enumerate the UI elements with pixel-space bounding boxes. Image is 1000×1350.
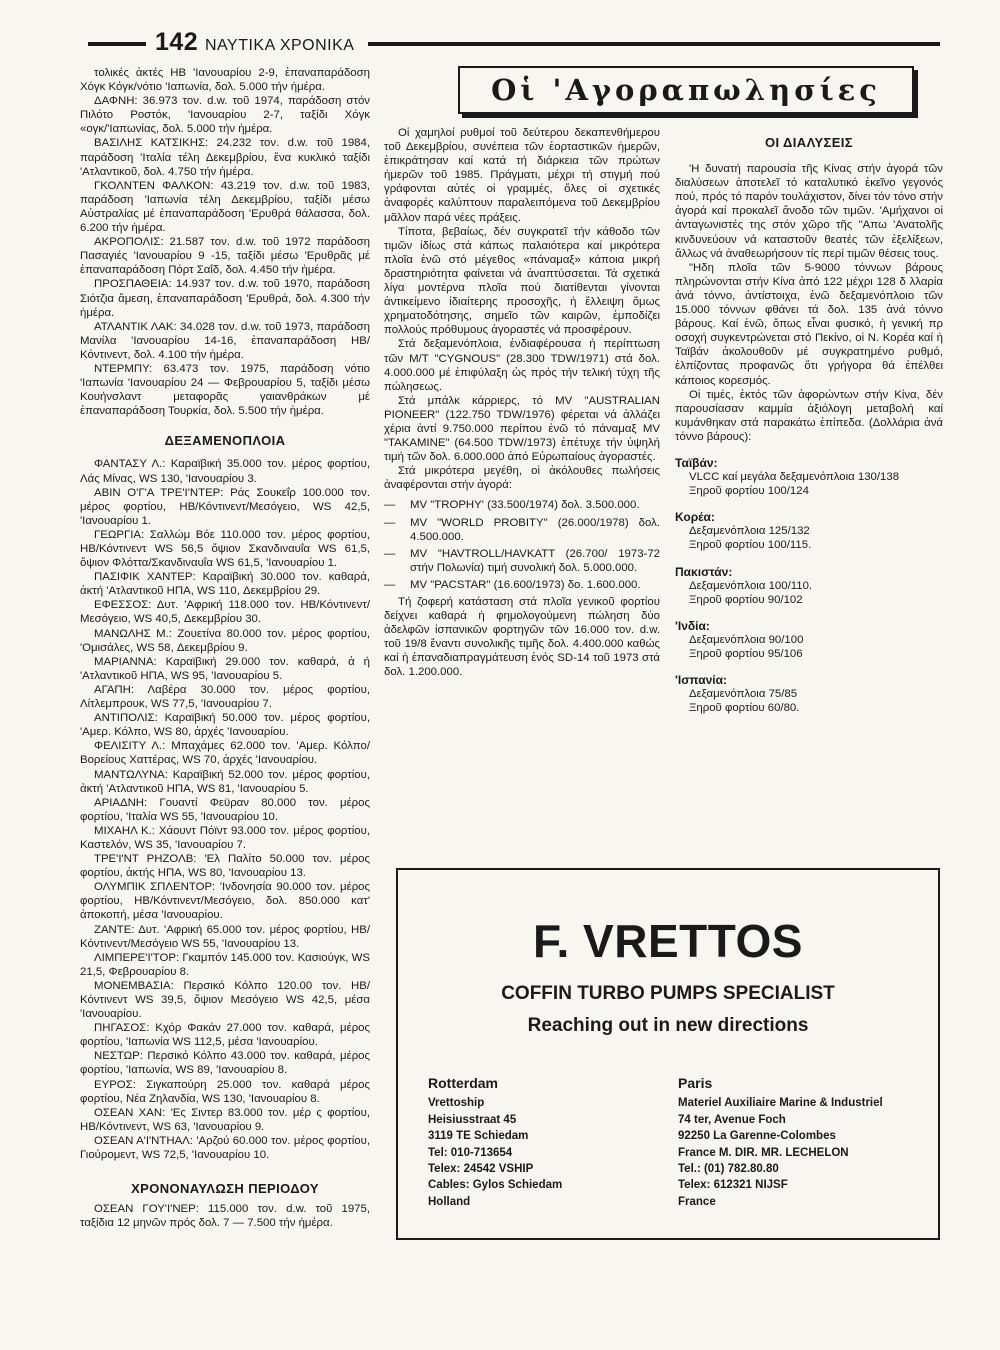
period-charter-list — [80, 1202, 370, 1230]
tanker-entry: ΜΑΝΤΩΛΥΝΑ: Καραϊβική 52.000 τον. μέρος φορτίου, ἀκτή 'Ατλαντικοῦ ΗΠΑ, WS 81, 'Ιανουαρίου 5. — [80, 768, 370, 795]
price-line: Ξηροῦ φορτίου 90/102 — [689, 593, 803, 606]
sale-item — [384, 498, 660, 512]
header-rule-right — [368, 42, 940, 46]
tanker-entry: ΠΑΣΙΦΙΚ ΧΑΝΤΕΡ: Καραϊβική 30.000 τον. καθαρά, ἀκτή 'Ατλαντικοῦ ΗΠΑ, WS 110, Δεκεμβρίου 29. — [80, 571, 370, 598]
country-price-group — [675, 673, 943, 715]
tanker-entry: ΟΛΥΜΠΙΚ ΣΠΛΕΝΤΟΡ: 'Ινδονησία 90.000 τον. μέρος φορτίου, ΗΒ/Κόντινεντ/Μεσόγειο, δολ. 850.000 κατ' ἀποκοπή, μέσα 'Ιανουαρίου. — [80, 881, 370, 922]
tanker-entry: ΜΟΝΕΜΒΑΣΙΑ: Περσικό Κόλπο 120.00 τον. ΗΒ/Κόντινεντ WS 39,5, ὄψιον Μεσόγειο WS 42,5, μέσα 'Ιανουαρίου. — [80, 979, 370, 1021]
office-address-line: Vrettoship — [428, 1097, 485, 1110]
sales-article-body — [384, 126, 660, 492]
charter-entry: ΔΑΦΝΗ: 36.973 τον. d.w. τοῦ 1974, παράδοση στόν Πιλότο Ροστόκ, 'Ιανουαρίου 2-7, ταξίδι Χόγκ «ογκ/'Ιαπωνίας, δολ. 5.000 τήν ἡμέρα. — [80, 95, 370, 136]
country-name: Κορέα: — [675, 510, 715, 525]
office-address-line: Tel: 010-713654 — [428, 1146, 513, 1159]
page-number: 142 — [155, 28, 199, 56]
scrapping-article-body — [675, 162, 943, 444]
office-rotterdam — [428, 1075, 562, 1210]
scrapping-heading: ΟΙ ΔΙΑΛΥΣΕΙΣ — [764, 135, 854, 150]
price-line: Ξηροῦ φορτίου 100/115. — [689, 539, 812, 552]
sale-text: MV "HAVTROLL/HAVKATT (26.700/ 1973-72 στήν Πολωνία) τιμή συνολική δολ. 5.000.000. — [410, 547, 660, 574]
tanker-entry: ΑΡΙΑΔΝΗ: Γουαντί Φεϋραν 80.000 τον. μέρος φορτίου, 'Ιταλία WS 55, 'Ιανουαρίου 10. — [80, 796, 370, 823]
country-name: 'Ισπανία: — [675, 673, 728, 688]
sale-text: MV "PACSTAR" (16.600/1973) δο. 1.600.000. — [410, 578, 641, 591]
article-paragraph: Τίποτα, βεβαίως, δέν συγκρατεῖ τήν κάθοδο τῶν τιμῶν ἰδίως στά κάπως παλαιότερα καί μικρότερα πλοῖα ἐνῶ στό μέγεθος «πάναμαξ» κάποια μικρή δραστηριότητα φαίνεται νά ἀναπτύσσεται. Τά σχετικά λίγα μοντέρνα πλοῖα πού διατίθενται γίνονται ἀντικείμενο ἰδιαίτερης προσοχῆς, ἡ ἔλλειψη ὅμως χρηματοδότησης, σημεῖο τῶν καιρῶν, ἐμποδίζει πολλούς πρόθυμους ἀγοραστές νά προσφέρουν. — [384, 225, 660, 337]
list-dash: — — [384, 499, 396, 512]
office-paris — [678, 1075, 883, 1210]
price-line: Ξηροῦ φορτίου 100/124 — [689, 485, 809, 498]
tanker-entry: ΛΙΜΠΕΡΕ'Ι'ΤΟΡ: Γκαμπόν 145.000 τον. Κασιούγκ, WS 21,5, Φεβρουαρίου 8. — [80, 951, 370, 978]
article-title: Οἱ 'Αγοραπωλησίες — [458, 66, 914, 114]
ad-company-name: F. VRETTOS — [533, 915, 803, 967]
tanker-entry: ΖΑΝΤΕ: Δυτ. 'Αφρική 65.000 τον. μέρος φορτίου, ΗΒ/Κόντινεντ/Μεσόγειο WS 55, 'Ιανουαρίου 13. — [80, 923, 370, 950]
tanker-entry: ΝΕΣΤΩΡ: Περσικό Κόλπο 43.000 τον. καθαρά, μέρος φορτίου, 'Ιαπωνία, WS 89, 'Ιανουαρίου 8. — [80, 1050, 370, 1077]
country-name: Ταϊβάν: — [675, 455, 718, 470]
sale-text: MV "WORLD PROBITY" (26.000/1978) δολ. 4.500.000. — [410, 516, 660, 543]
charter-entry: ΒΑΣΙΛΗΣ ΚΑΤΣΙΚΗΣ: 24.232 τον. d.w. τοῦ 1984, παράδοση 'Ιταλία τέλη Δεκεμβρίου, ἕνα κυκλικό ταξίδι 'Ατλαντικοῦ, δολ. 4.750 τήν ἡμέρα. — [80, 137, 370, 178]
country-price-group — [675, 456, 943, 498]
price-line: Δεξαμενόπλοια 75/85 — [689, 688, 798, 701]
price-line: Δεξαμενόπλοια 125/132 — [689, 525, 810, 538]
country-price-group — [675, 565, 943, 607]
column-middle — [384, 126, 660, 680]
article-paragraph: Στά μικρότερα μεγέθη, οἱ ἀκόλουθες πωλήσεις ἀναφέρονται στήν ἀγορά: — [384, 465, 660, 492]
column-left — [80, 66, 370, 1230]
office-address-line: 74 ter, Avenue Foch — [678, 1113, 786, 1126]
office-address-line: Heisiusstraat 45 — [428, 1113, 517, 1126]
price-line: Ξηροῦ φορτίου 95/106 — [689, 648, 803, 660]
sale-item — [384, 547, 660, 575]
charter-entry: ΑΤΛΑΝΤΙΚ ΛΑΚ: 34.028 τον. d.w. τοῦ 1973, παράδοση Μανίλα 'Ιανουαρίου 14-16, ἐπαναπαράδοση ΗΒ/Κόντινεντ, δολ. 4.100 τήν ἡμέρα. — [80, 320, 370, 361]
tanker-entry: ΜΙΧΑΗΛ Κ.: Χάουντ Πόϊντ 93.000 τον. μέρος φορτίου, Καστελόν, WS 35, 'Ιανουαρίου 7. — [80, 824, 370, 851]
price-line: Δεξαμενόπλοια 90/100 — [689, 633, 804, 646]
header-rule-left — [88, 42, 146, 46]
tanker-entry: ΤΡΕ'Ι'ΝΤ ΡΗΖΟΛΒ: 'Ελ Παλίτο 50.000 τον. μέρος φορτίου, ἀκτής ΗΠΑ, WS 80, 'Ιανουαρίου 13. — [80, 853, 370, 880]
charter-entry: τολικές ἀκτές ΗΒ 'Ιανουαρίου 2-9, ἐπαναπαράδοση Χόγκ Κόγκ/νότιο 'Ιαπωνία, δολ. 5.000 τήν ἡμέρα. — [80, 67, 370, 94]
office-address-line: Cables: Gylos Schiedam — [428, 1179, 563, 1192]
tanker-entry: ΦΕΛΙΣΙΤΥ Λ.: Μπαχάμες 62.000 τον. 'Αμερ. Κόλπο/Βορείους Χαττέρας, WS 70, ἀρχές 'Ιανουαρίου. — [80, 740, 370, 767]
tanker-entry: ΦΑΝΤΑΣΥ Λ.: Καραϊβική 35.000 τον. μέρος φορτίου, Λάς Μίνας, WS 130, 'Ιανουαρίου 3. — [80, 458, 370, 485]
article-paragraph: Τή ζοφερή κατάσταση στά πλοῖα γενικοῦ φορτίου δείχνει καθαρά ἡ φημολογούμενη πώληση δύο ἀδελφῶν ἰσπανικῶν φορτηγῶν τῶν 16.000 τον. d.w. τοῦ 19/8 ἔναντι συνολικῆς τιμῆς δολ. 4.400.000 καθώς καί ἡ ἐπαναδιαπραγμάτευση ἑνός SD-14 τοῦ 1973 στά δολ. 1.200.000. — [384, 596, 660, 679]
office-address-line: Materiel Auxiliaire Marine & Industriel — [678, 1097, 883, 1110]
price-line: Δεξαμενόπλοια 100/110. — [689, 579, 813, 592]
tankers-heading: ΔΕΞΑΜΕΝΟΠΛΟΙΑ — [164, 433, 286, 449]
tanker-entry: ΟΣΕΑΝ ΧΑΝ: 'Ες Σιντερ 83.000 τον. μέρ ς φορτίου, ΗΒ/Κόντινεντ, WS 63, 'Ιανουαρίου 9. — [80, 1106, 370, 1133]
office-address-line: Tel.: (01) 782.80.80 — [678, 1163, 779, 1176]
tankers-list — [80, 457, 370, 1162]
office-city: Paris — [678, 1075, 713, 1091]
office-address-line: Holland — [428, 1195, 471, 1208]
ad-tagline-2: Reaching out in new directions — [527, 1015, 809, 1036]
time-charter-list — [80, 66, 370, 418]
article-paragraph: Οἱ τιμές, ἐκτός τῶν ἀφορώντων στήν Κίνα, δέν παρουσίασαν καμμία ἀξιόλογη μεταβολή καί κυμάνθηκαν στά παρακάτω ἐπίπεδα. (Δολλάρια ἀνά τόννο βάρους): — [675, 388, 943, 443]
country-name: Πακιστάν: — [675, 564, 733, 579]
office-city: Rotterdam — [428, 1075, 499, 1091]
list-dash: — — [384, 516, 396, 529]
office-address-line: France — [678, 1195, 716, 1208]
ad-tagline-1: COFFIN TURBO PUMPS SPECIALIST — [501, 983, 835, 1004]
country-price-group — [675, 619, 943, 661]
tanker-entry: ΓΕΩΡΓΙΑ: Σαλλώμ Βόε 110.000 τον. μέρος φορτίου, ΗΒ/Κόντινεντ WS 56,5 ὄψιον Σκανδιναυΐα WS 61,5, ὄψιον Φλόττα/Σκανδιναυΐα WS 61,5, 'Ιανουαρίου 1. — [80, 528, 370, 570]
article-paragraph: "Ηδη πλοῖα τῶν 5-9000 τόννων βάρους πληρώνονται στήν Κίνα ἀπό 122 μέχρι 128 δ λλαρία ἀνά τόννο, ἀντίστοιχα, ἐνῶ δεξαμενόπλοιο τῶν 15.000 τόννων φθάνει τά δολ. 135 ἀνά τόννο βάρους. Καί ἐνῶ, ὅπως εἶναι φυσικό, ἡ γενική πρ οσοχή συγκεντρώνεται στό Πεκίνο, οἱ Ν. Κορέα καί ἡ Ταϊβάν ἀκολουθοῦν μέ συγκρατημένο ρυθμό, ἐλπίζοντας προφανῶς ὅτι γρήγορα θά ἐπέλθει κάποιος κορεσμός. — [675, 261, 943, 387]
office-address-line: 92250 La Garenne-Colombes — [678, 1130, 836, 1143]
tanker-entry: ΟΣΕΑΝ Α'Ι'ΝΤΗΑΛ: 'Αρζού 60.000 τον. μέρος φορτίου, Γιούρομεντ, WS 72,5, 'Ιανουαρίου 10. — [80, 1134, 370, 1162]
tanker-entry: ΕΦΕΣΣΟΣ: Δυτ. 'Αφρική 118.000 τον. ΗΒ/Κόντινεντ/Μεσόγειο, WS 40,5, Δεκεμβρίου 30. — [80, 599, 370, 626]
country-name: 'Ινδία: — [675, 618, 710, 633]
tanker-entry: ΜΑΡΙΑΝΝΑ: Καραϊβική 29.000 τον. καθαρά, ἀ ή 'Ατλαντικοῦ ΗΠΑ, WS 95, 'Ιανουαρίου 5. — [80, 655, 370, 682]
office-address-line: France M. DIR. MR. LECHELON — [678, 1146, 849, 1159]
list-dash: — — [384, 547, 396, 560]
advertisement — [396, 868, 940, 1240]
tanker-entry: ΠΗΓΑΣΟΣ: Κχόρ Φακάν 27.000 τον. καθαρά, μέρος φορτίου, 'Ιαπωνία WS 112,5, μέσα 'Ιανουαρίου. — [80, 1022, 370, 1049]
charter-entry: ΠΡΟΣΠΑΘΕΙΑ: 14.937 τον. d.w. τοῦ 1970, παράδοση Σιότζια ἄμεση, ἐπαναπαράδοση 'Ερυθρά, δολ. 4.300 τήν ἡμέρα. — [80, 278, 370, 319]
period-charter-entry: ΟΣΕΑΝ ΓΟΥ'Ι'ΝΕΡ: 115.000 τον. d.w. τοῦ 1975, ταξίδια 12 μηνῶν πρός δολ. 7 — 7.500 τήν ἡμέρα. — [80, 1203, 370, 1230]
tanker-entry: ΑΓΑΠΗ: Λαβέρα 30.000 τον. μέρος φορτίου, Λίτλεμπρουκ, WS 77,5, 'Ιανουαρίου 7. — [80, 683, 370, 711]
article-paragraph: 'Η δυνατή παρουσία τῆς Κίνας στήν ἀγορά τῶν διαλύσεων ἀποτελεῖ τό καταλυτικό ἐκεῖνο γεγονός πού, πρός τό παρόν τουλάχιστον, δίνει τόν τόνο στήν ἀγορά καί προκαλεῖ ἄνοδο τῶν τιμῶν. 'Αμήχανοι οἱ ἀνταγωνιστές της στόν χῶρο τῆς "Απω 'Ανατολῆς κινδυνεύουν νά καταστοῦν θεατές τῶν ἐξελίξεων, ἄλλως νά ἀναθεωρήσουν τίς περί τιμῶν θέσεις τους. — [675, 163, 943, 260]
period-charter-heading: ΧΡΟΝΟΝΑΥΛΩΣΗ ΠΕΡΙΟΔΟΥ — [131, 1181, 319, 1197]
charter-entry: ΓΚΟΛΝΤΕΝ ΦΑΛΚΟΝ: 43.219 τον. d.w. τοῦ 1983, παράδοση 'Ιαπωνία τέλη Δεκεμβρίου, ταξίδι μέσω Αὐστραλίας μέ ἐπαναπαράδοση 'Ερυθρά θάλασσα, δολ. 6.200 τήν ἡμέρα. — [80, 179, 370, 235]
tanker-entry: ΑΝΤΙΠΟΛΙΣ: Καραϊβική 50.000 τον. μέρος φορτίου, 'Αμερ. Κόλπο, WS 80, ἀρχές 'Ιανουαρίου. — [80, 712, 370, 739]
article-paragraph: Στά δεξαμενόπλοια, ἐνδιαφέρουσα ἡ περίπτωση τῶν Μ/Τ "CYGNOUS" (28.300 TDW/1971) στά δολ. 4.000.000 μέ ἐπιφύλαξη ὡς πρός τήν τελική τύχη τῆς πώλησεως. — [384, 338, 660, 393]
article-paragraph: Στά μπάλκ κάρριερς, τό MV "AUSTRALIAN PIONEER" (122.750 TDW/1976) φέρεται νά ἀλλάζει χέρια ἀντί 9.750.000 περίπου ἐνῶ τό πάναμαξ MV "TAKAMINE" (64.500 TDW/1973) ἐπέτυχε τήν ὑψηλή τιμή τῶν δολ. 6.000.000 ἀπό Εὐρωπαίους ἀγοραστές. — [384, 394, 660, 464]
sales-article-conclusion — [384, 595, 660, 680]
charter-entry: ΑΚΡΟΠΟΛΙΣ: 21.587 τον. d.w. τοῦ 1972 παράδοση Πασαγιές 'Ιανουαρίου 9 -15, ταξίδι μέσω 'Ερυθρᾶς μέ ἐπαναπαράδοση Πόρτ Σαΐδ, δολ. 4.450 τήν ἡμέρα. — [80, 236, 370, 277]
office-address-line: Telex: 24542 VSHIP — [428, 1163, 534, 1176]
column-right — [675, 136, 943, 715]
magazine-name: ΝΑΥΤΙΚΑ ΧΡΟΝΙΚΑ — [205, 37, 355, 54]
sale-item — [384, 578, 660, 592]
office-address-line: 3119 TE Schiedam — [428, 1130, 529, 1143]
tanker-entry: ΜΑΝΩΛΗΣ Μ.: Ζουετίνα 80.000 τον. μέρος φορτίου, 'Ομισάλες, WS 58, Δεκεμβρίου 9. — [80, 627, 370, 654]
sale-item — [384, 516, 660, 544]
tanker-entry: ΕΥΡΟΣ: Σιγκαπούρη 25.000 τον. καθαρά μέρος φορτίου, Νέα Ζηλανδία, WS 130, 'Ιανουαρίου 8. — [80, 1078, 370, 1105]
office-address-line: Telex: 612321 NIJSF — [678, 1179, 788, 1192]
price-line: Ξηροῦ φορτίου 60/80. — [689, 702, 800, 715]
price-line: VLCC καί μεγάλα δεξαμενόπλοια 130/138 — [689, 471, 900, 484]
article-paragraph: Οἱ χαμηλοί ρυθμοί τοῦ δεύτερου δεκαπενθήμερου τοῦ Δεκεμβρίου, συνέπεια τῶν ἑορταστικῶν ἡμερῶν, ἐπικράτησαν καί κατά τή διάρκεια τῶν πρώτων ἡμερῶν τοῦ 1985. Πράγματι, μέχρι τή στιγμή πού γράφονται αὐτές οἱ γραμμές, ὅλες οἱ σχετικές ἀναφορές καλύπτουν παραλειπόμενα τοῦ Δεκεμβρίου μᾶλλον παρά νέες πράξεις. — [384, 127, 660, 224]
tanker-entry: ΑΒΙΝ Ο'Γ'Α ΤΡΕ'Ι'ΝΤΕΡ: Ράς Σουκεΐρ 100.000 τον. μέρος φορτίου, ΗΒ/Κόντινεντ/Μεσόγειο, WS 42,5, 'Ιανουαρίου 1. — [80, 486, 370, 527]
scrap-prices-list — [675, 456, 943, 715]
country-price-group — [675, 510, 943, 552]
list-dash: — — [384, 578, 396, 591]
sales-list — [384, 498, 660, 592]
charter-entry: ΝΤΕΡΜΠΥ: 63.473 τον. 1975, παράδοση νότιο 'Ιαπωνία 'Ιανουαρίου 24 — Φεβρουαρίου 5, ταξίδι μέσω Κουήνσλαντ μεταφορᾶς γαιανθράκων μέ ἐπαναπαράδοση Τουρκία, δολ. 5.500 τήν ἡμέρα. — [80, 362, 370, 418]
sale-text: MV "TROPHY' (33.500/1974) δολ. 3.500.000. — [410, 499, 640, 512]
